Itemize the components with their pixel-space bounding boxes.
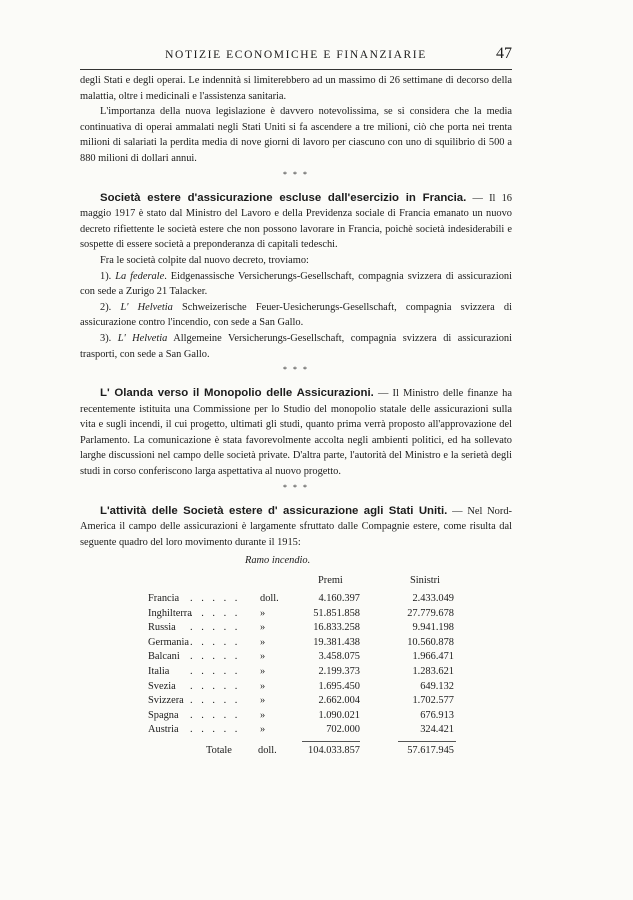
- usa-text: — Nel Nord-America il campo delle assicurazioni è largamente sfruttato dalle Compagnie estere, come risulta dal seguente quadro del loro movimento durante il 1915:: [80, 505, 512, 548]
- page-number: 47: [496, 45, 512, 62]
- leader-dots: . . . . .: [190, 622, 241, 634]
- olanda-text: — Il Ministro delle finanze ha recentemente istituita una Commissione per lo Studio del monopolio statale delle assicurazioni sulla vita e sugli incendi, il cui progetto, ultimati gli studi, quanto prima verrà proposto all'approvazione del Parlamento. La comunicazione è stata favorevolmente accolta negli ambienti politici, ed ha sollevato larghe discussioni nel campo delle società private. D'altra parte, l'autorità del Ministro e la serietà degli studi in corso conferiscono larga aspettativa al nuovo progetto.: [80, 388, 512, 478]
- premi-cell: 2.199.373: [318, 666, 360, 677]
- table-row: [80, 651, 512, 667]
- premi-cell: 702.000: [326, 724, 360, 736]
- list-item: 2). L' Helvetia Schweizerische Feuer-Uesicherungs-Gesellschaft, compagnia svizzera di assicurazione contro l'incendio, con sede a San Gallo.: [80, 301, 512, 329]
- total-sinistri: 57.617.945: [407, 745, 454, 756]
- premi-cell: 51.851.858: [313, 607, 360, 619]
- page-header: [80, 46, 512, 68]
- total-unit: doll.: [258, 745, 277, 756]
- unit-cell: »: [260, 622, 266, 634]
- olanda-section: [80, 386, 512, 480]
- leader-dots: . . . . .: [190, 636, 241, 648]
- unit-cell: »: [260, 724, 266, 736]
- country-cell: Spagna: [148, 709, 179, 721]
- premiums-table: [80, 555, 512, 765]
- francia-list-intro: Fra le società colpite dal nuovo decreto, troviamo:: [100, 254, 309, 266]
- country-cell: Svizzera: [148, 695, 184, 707]
- francia-section: [80, 191, 512, 253]
- sinistri-cell: 676.913: [420, 709, 454, 721]
- intro-paragraph-2: L'importanza della nuova legislazione è davvero notevolissima, se si considera che la media continuativa di operai ammalati negli Stati Uniti si fa ascendere a tre milioni, ciò che porta nei trenta milioni di salariati la perdita media di nove giorni di lavoro per ciascuno con uno di squilibrio di 500 a 880 milioni di dollari annui.: [80, 106, 512, 164]
- sum-line-premi: [302, 741, 360, 742]
- unit-cell: »: [260, 666, 266, 677]
- section-separator: * * *: [283, 365, 309, 375]
- section-separator: * * *: [283, 169, 309, 179]
- sinistri-cell: 324.421: [420, 724, 454, 736]
- leader-dots: . . . . .: [190, 593, 241, 604]
- leader-dots: . . . . .: [190, 695, 241, 707]
- header-rule: [80, 69, 512, 70]
- country-cell: Balcani: [148, 651, 180, 663]
- column-header-sinistri: Sinistri: [410, 575, 441, 586]
- table-caption: Ramo incendio.: [245, 555, 311, 566]
- leader-dots: . . . . .: [190, 724, 241, 736]
- country-cell: Francia: [148, 593, 180, 604]
- intro-paragraph-1: degli Stati e degli operai. Le indennità si limiterebbero ad un massimo di 26 settimane di decorso della malattia, oltre i medicinali e l'assistenza sanitaria.: [80, 75, 512, 102]
- unit-cell: »: [260, 709, 266, 721]
- country-cell: Svezia: [148, 680, 176, 692]
- table-row: [80, 681, 512, 697]
- table-row: [80, 724, 512, 740]
- total-row: [80, 745, 512, 761]
- leader-dots: . . . . .: [190, 607, 241, 619]
- article-body: [80, 73, 512, 550]
- sinistri-cell: 1.966.471: [412, 651, 454, 663]
- total-label: Totale: [206, 745, 232, 756]
- table-row: [80, 666, 512, 682]
- unit-cell: »: [260, 680, 266, 692]
- sinistri-cell: 649.132: [420, 680, 454, 692]
- table-row: [80, 710, 512, 726]
- table-row: [80, 695, 512, 711]
- leader-dots: . . . . .: [190, 666, 241, 677]
- table-row: [80, 593, 512, 609]
- leader-dots: . . . . .: [190, 709, 241, 721]
- table-row: [80, 622, 512, 638]
- sinistri-cell: 10.560.878: [407, 636, 454, 648]
- unit-cell: »: [260, 607, 266, 619]
- unit-cell: »: [260, 636, 266, 648]
- list-item: 1). La federale. Eidgenassische Versicherungs-Gesellschaft, compagnia svizzera di assicurazioni con sede a Zurigo 21 Talacker.: [80, 270, 512, 298]
- table-row: [80, 637, 512, 653]
- premi-cell: 19.381.438: [313, 636, 360, 648]
- running-title: NOTIZIE ECONOMICHE E FINANZIARIE: [165, 49, 427, 61]
- sinistri-cell: 2.433.049: [412, 593, 454, 604]
- sinistri-cell: 9.941.198: [412, 622, 454, 634]
- section-separator: * * *: [283, 482, 309, 492]
- country-cell: Italia: [148, 666, 170, 677]
- premi-cell: 16.833.258: [313, 622, 360, 634]
- sinistri-cell: 1.702.577: [412, 695, 454, 707]
- premi-cell: 1.695.450: [318, 680, 360, 692]
- list-item: 3). L' Helvetia Allgemeine Versicherungs-Gesellschaft, compagnia svizzera di assicurazioni trasporti, con sede a San Gallo.: [80, 332, 512, 360]
- table-row: [80, 608, 512, 624]
- francia-heading: Società estere d'assicurazione escluse dall'esercizio in Francia.: [100, 191, 467, 204]
- sum-line-sinistri: [398, 741, 456, 742]
- sinistri-cell: 27.779.678: [407, 607, 454, 619]
- premi-cell: 2.662.004: [318, 695, 360, 707]
- premi-cell: 3.458.075: [318, 651, 360, 663]
- unit-cell: »: [260, 651, 266, 663]
- premi-cell: 1.090.021: [318, 709, 360, 721]
- column-header-premi: Premi: [318, 575, 343, 586]
- country-cell: Russia: [148, 622, 176, 634]
- country-cell: Germania: [148, 636, 189, 648]
- total-premi: 104.033.857: [308, 745, 360, 756]
- olanda-heading: L' Olanda verso il Monopolio delle Assicurazioni.: [100, 387, 374, 400]
- unit-cell: doll.: [260, 593, 279, 604]
- usa-section: [80, 504, 512, 551]
- country-cell: Inghilterra: [148, 607, 192, 619]
- sinistri-cell: 1.283.621: [412, 666, 454, 677]
- usa-heading: L'attività delle Società estere d' assicurazione agli Stati Uniti.: [100, 504, 448, 517]
- unit-cell: »: [260, 695, 266, 707]
- francia-text: — Il 16 maggio 1917 è stato dal Ministro del Lavoro e della Previdenza sociale di Francia emanato un nuovo decreto rifiettente le società estere che non possono lavorare in Francia, poichè società indesiderabili e sospette di essere società a preponderanza di capitali tedeschi.: [80, 192, 512, 251]
- leader-dots: . . . . .: [190, 680, 241, 692]
- premi-cell: 4.160.397: [318, 593, 360, 604]
- leader-dots: . . . . .: [190, 651, 241, 663]
- country-cell: Austria: [148, 724, 179, 736]
